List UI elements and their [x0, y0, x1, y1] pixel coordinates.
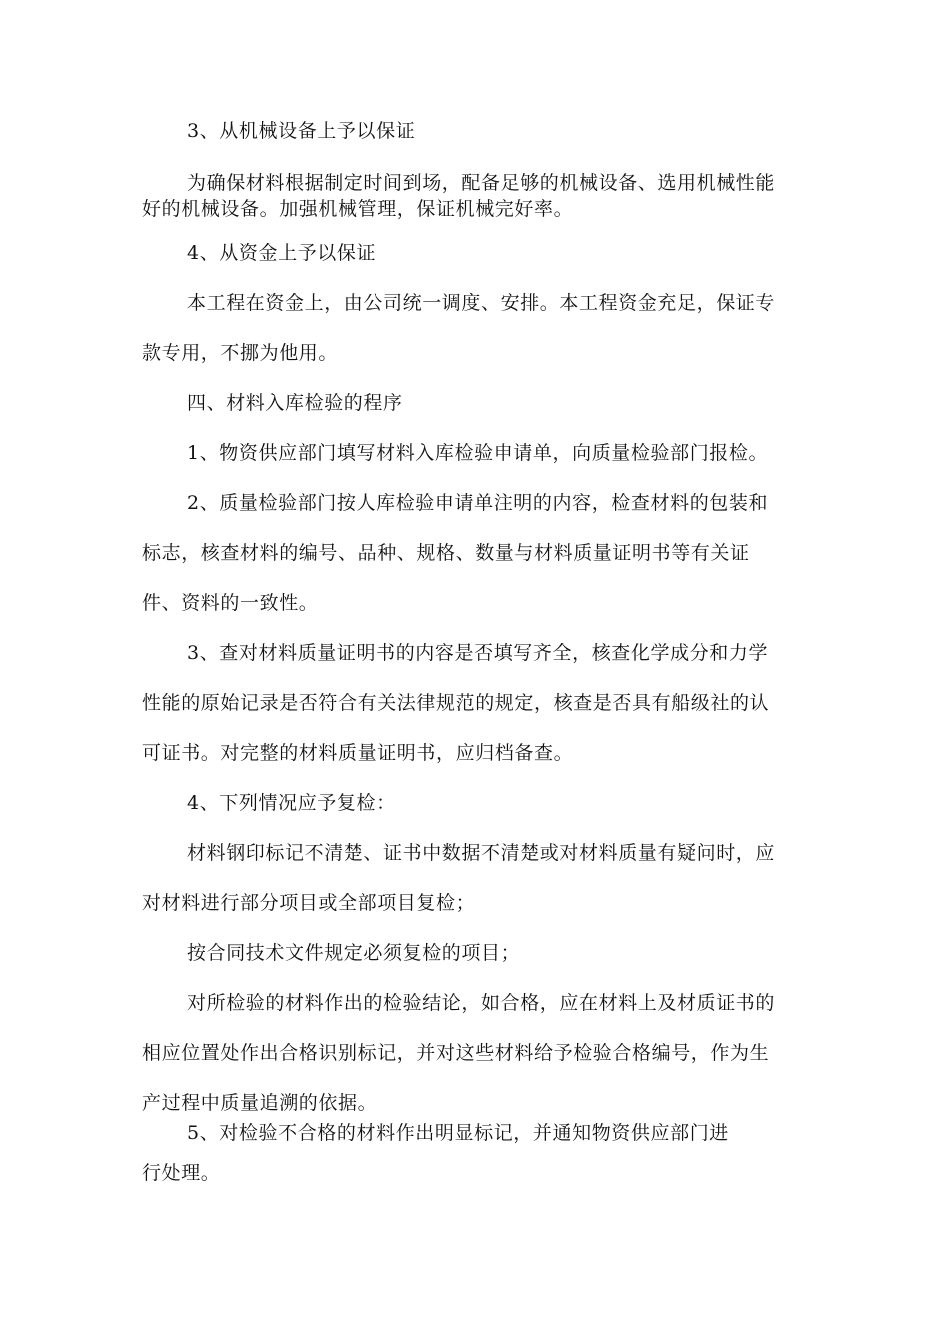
text-line: 行处理。	[142, 1162, 221, 1184]
text-line: 好的机械设备。加强机械管理，保证机械完好率。	[142, 198, 574, 220]
text-line: 对所检验的材料作出的检验结论，如合格，应在材料上及材质证书的	[187, 992, 776, 1014]
text-line: 2、质量检验部门按人库检验申请单注明的内容，检查材料的包装和	[187, 492, 769, 514]
text-line: 本工程在资金上，由公司统一调度、安排。本工程资金充足，保证专	[187, 292, 776, 314]
text-line: 5、对检验不合格的材料作出明显标记，并通知物资供应部门进	[187, 1122, 729, 1144]
text-line: 标志，核查材料的编号、品种、规格、数量与材料质量证明书等有关证	[142, 542, 750, 564]
text-line: 4、下列情况应予复检：	[187, 792, 396, 814]
text-line: 3、从机械设备上予以保证	[187, 120, 416, 142]
text-line: 性能的原始记录是否符合有关法律规范的规定，核查是否具有船级社的认	[142, 692, 770, 714]
text-line: 4、从资金上予以保证	[187, 242, 377, 264]
text-line: 款专用，不挪为他用。	[142, 342, 339, 364]
text-line: 材料钢印标记不清楚、证书中数据不清楚或对材料质量有疑问时，应	[187, 842, 776, 864]
section-heading: 四、材料入库检验的程序	[187, 392, 403, 414]
text-line: 可证书。对完整的材料质量证明书，应归档备查。	[142, 742, 574, 764]
text-line: 件、资料的一致性。	[142, 592, 319, 614]
text-line: 相应位置处作出合格识别标记，并对这些材料给予检验合格编号，作为生	[142, 1042, 770, 1064]
text-line: 产过程中质量追溯的依据。	[142, 1092, 378, 1114]
text-line: 对材料进行部分项目或全部项目复检；	[142, 892, 476, 914]
text-line: 为确保材料根据制定时间到场，配备足够的机械设备、选用机械性能	[187, 172, 776, 194]
text-line: 1、物资供应部门填写材料入库检验申请单，向质量检验部门报检。	[187, 442, 769, 464]
text-line: 按合同技术文件规定必须复检的项目；	[187, 942, 521, 964]
text-line: 3、查对材料质量证明书的内容是否填写齐全，核查化学成分和力学	[187, 642, 769, 664]
